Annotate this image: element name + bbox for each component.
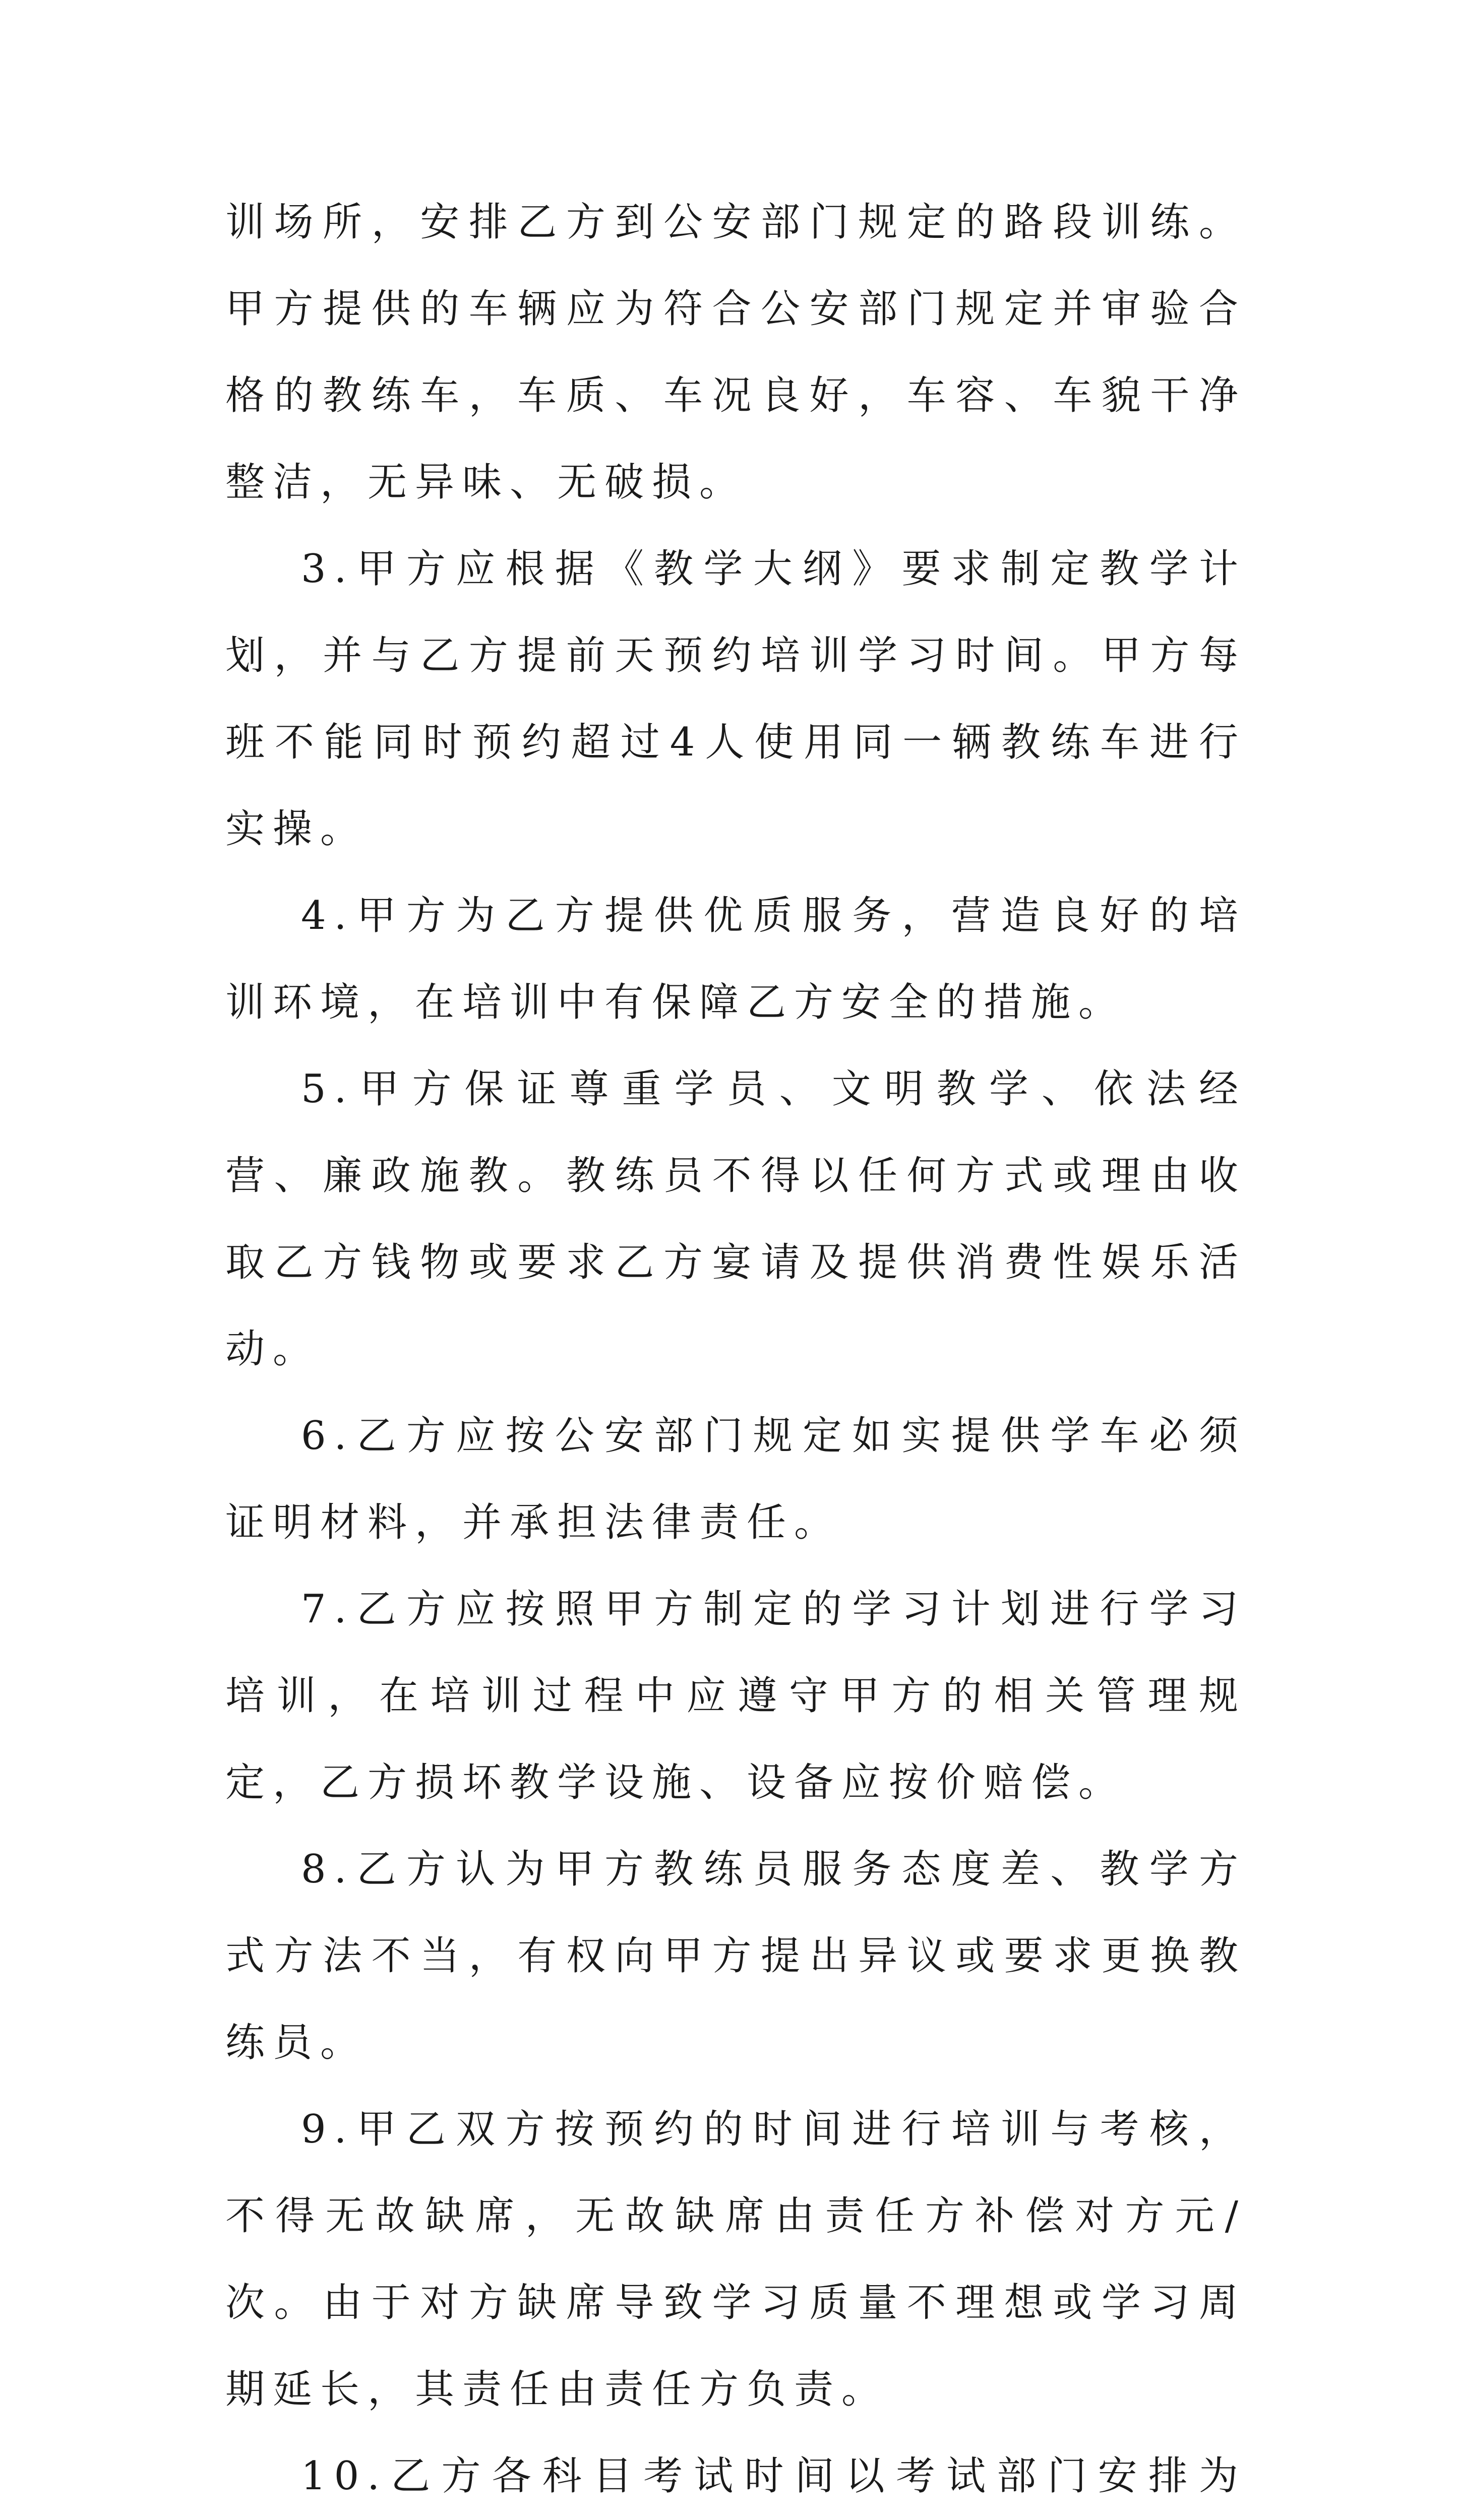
paragraph-clause-7: 7.乙方应按照甲方制定的学习计划进行学习培训，在培训过程中应遵守甲方的相关管理规定，乙方损坏教学设施、设备应按价赔偿。 (225, 1587, 1246, 1805)
paragraph-clause-9: 9.甲乙双方按预约的时间进行培训与考核，不得无故缺席，无故缺席由责任方补偿对方元/次。由于对方缺席导致学习质量不理想或学习周期延长，其责任由责任方负责。 (225, 2107, 1246, 2412)
paragraph-clause-3: 3.甲方应根据《教学大纲》要求制定教学计划，并与乙方提前天预约培训学习时间。甲方每班不能同时预约超过4人使用同一辆教练车进行实操。 (225, 546, 1246, 852)
paragraph-clause-6: 6.乙方应按公安部门规定如实提供学车必须证明材料，并承担法律责任。 (225, 1413, 1246, 1545)
document-body (225, 179, 1246, 2520)
paragraph-continuation: 训场所，安排乙方到公安部门规定的路段训练。甲方提供的车辆应为符合公安部门规定并审验合格的教练车，车质、车况良好，车容、车貌干净整洁，无异味、无破损。 (225, 200, 1246, 505)
paragraph-clause-5: 5.甲方保证尊重学员、文明教学、依法经营、廉政施教。教练员不得以任何方式或理由收取乙方钱物或要求乙方宴请及提供消费性娱乐活动。 (225, 1066, 1246, 1372)
paragraph-clause-8: 8.乙方认为甲方教练员服务态度差、教学方式方法不当，有权向甲方提出异议或要求更换教练员。 (225, 1847, 1246, 2065)
paragraph-clause-10: 10.乙方各科目考试时间以考试部门安排为 (301, 2453, 1246, 2499)
paragraph-clause-4: 4.甲方为乙方提供优质服务，营造良好的培训环境，在培训中有保障乙方安全的措施。 (225, 893, 1246, 1025)
